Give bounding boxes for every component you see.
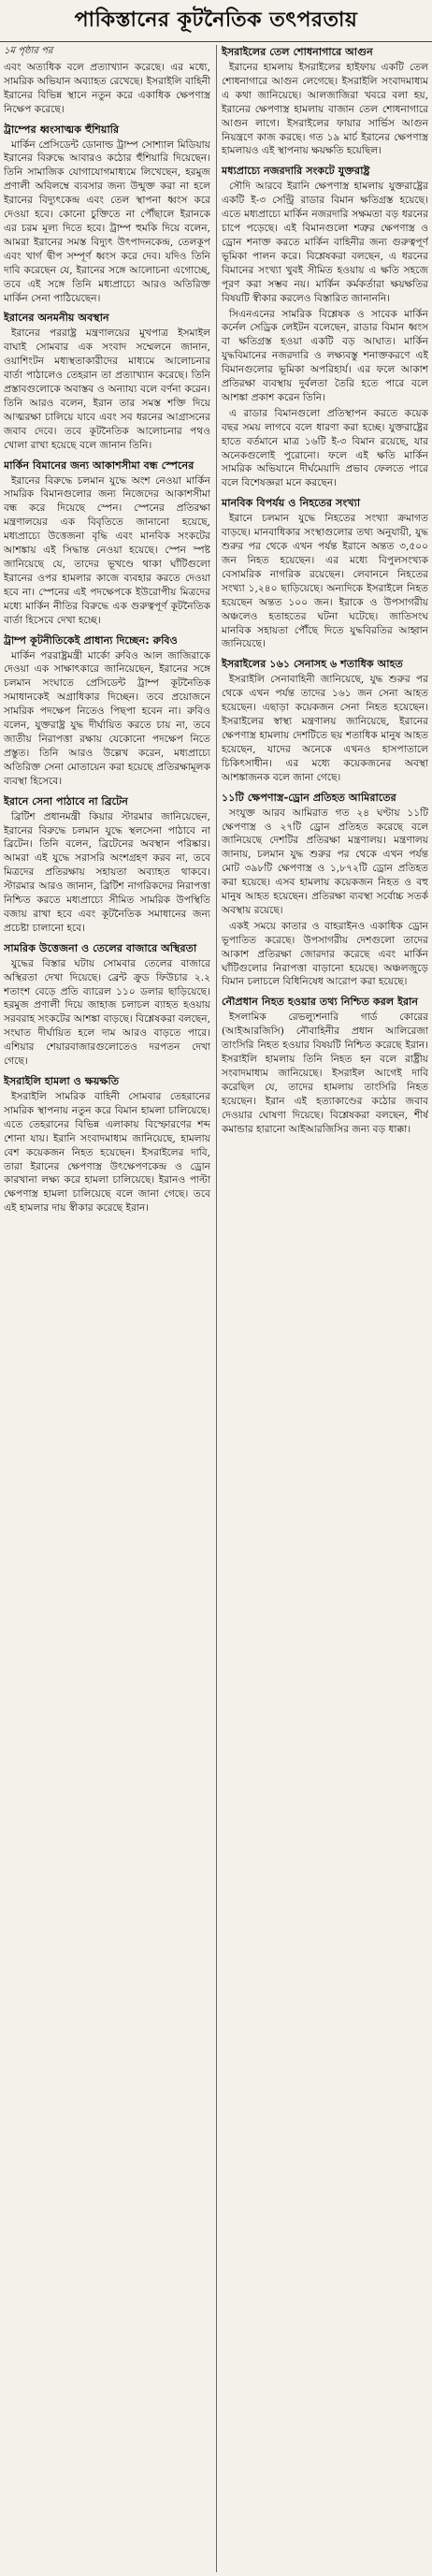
paragraph: সিএনএনের সামরিক বিশ্লেষক ও সাবেক মার্কিন কর্নেল সেড্রিক লেইটন বলেছেন, রাডার বিমান ধ্বংস বা ক্ষতিগ্রস্ত হওয়া একটি বড় আঘাত। মার্কিন যুদ্ধবিমানের নজরদারি ও লক্ষ্যবস্তু শনাক্তকরণে এই বিমানগুলোর ভূমিকা অপরিহার্য। এর ফলে আকাশ প্রতিরক্ষা ব্যবস্থায় দুর্বলতা তৈরি হতে পারে বলে আশঙ্কা প্রকাশ করেন তিনি। xyxy=(222,308,428,403)
subheading: ইসরাইলের ১৬১ সেনাসহ ৬ শতাধিক আহত xyxy=(222,658,403,671)
paragraph: ইরানের পররাষ্ট্র মন্ত্রণালয়ের মুখপাত্র ইসমাইল বাঘাই সোমবার এক সংবাদ সম্মেলনে জানান, ওয়াশিংটন মধ্যস্থতাকারীদের মাধ্যমে আলোচনার বার্তা পাঠালেও তেহরান তা প্রত্যাখ্যান করেছে। তিনি প্রস্তাবগুলোকে অবাস্তব ও অন্যায্য বলে বর্ণনা করেন। তিনি আরও বলেন, ইরান তার সমস্ত শক্তি দিয়ে আত্মরক্ষা চালিয়ে যাবে এবং সব ধরনের আগ্রাসনের জবাব দেবে। তবে কূটনৈতিক আলোচনার পথও খোলা রাখা হয়েছে বলে জানান তিনি। xyxy=(4,327,210,451)
subheading: মধ্যপ্রাচ্যে নজরদারি সংকটে যুক্তরাষ্ট্র xyxy=(222,165,370,178)
subheading: মানবিক বিপর্যয় ও নিহতের সংখ্যা xyxy=(222,497,361,510)
subheading: নৌপ্রধান নিহত হওয়ার তথ্য নিশ্চিত করল ইরান xyxy=(222,996,419,1009)
left-column xyxy=(4,45,210,2572)
article-columns xyxy=(4,45,428,2572)
right-column xyxy=(216,45,428,2572)
paragraph: ইরানে চলমান যুদ্ধে নিহতের সংখ্যা ক্রমাগত বাড়ছে। মানবাধিকার সংস্থাগুলোর তথ্য অনুযায়ী, যুদ্ধ শুরুর পর থেকে এখন পর্যন্ত ইরানে অন্তত ৩,৫০০ জন নিহত হয়েছেন। এর মধ্যে বিপুলসংখ্যক বেসামরিক নাগরিক রয়েছেন। লেবাননে নিহতের সংখ্যা ১,২৪০ ছাড়িয়েছে। অন্যদিকে ইসরাইলে নিহত হয়েছেন অন্তত ১০০ জন। ইরাকে ও উপসাগরীয় অঞ্চলেও হতাহতের ঘটনা ঘটেছে। জাতিসংঘ মানবিক সহায়তা পৌঁছে দিতে যুদ্ধবিরতির আহ্বান জানিয়েছে। xyxy=(222,513,428,650)
paragraph: ইসলামিক রেভল্যুশনারি গার্ড কোরের (আইআরজিসি) নৌবাহিনীর প্রধান আলিরেজা তাংসিরি নিহত হওয়ার বিষয়টি নিশ্চিত করেছে ইরান। ইসরাইলি হামলায় তিনি নিহত হন বলে রাষ্ট্রীয় সংবাদমাধ্যম জানিয়েছে। ইসরাইল আগেই দাবি করেছিল যে, তাদের হামলায় তাংসিরি নিহত হয়েছেন। ইরান এই হত্যাকাণ্ডের কঠোর জবাব দেওয়ার ঘোষণা দিয়েছে। বিশ্লেষকরা বলছেন, শীর্ষ কমান্ডার হারানো আইআরজিসির জন্য বড় ধাক্কা। xyxy=(222,1011,428,1135)
subheading: ইসরাইলি হামলা ও ক্ষয়ক্ষতি xyxy=(4,1075,120,1087)
subheading: ইরানের অনমনীয় অবস্থান xyxy=(4,312,109,325)
subheading: মার্কিন বিমানের জন্য আকাশসীমা বন্ধ স্পেনের xyxy=(4,458,194,472)
subheading: ট্রাম্প কূটনীতিকেই প্রাধান্য দিচ্ছেন: রুবিও xyxy=(4,633,178,647)
paragraph: সৌদি আরবে ইরানি ক্ষেপণাস্ত্র হামলায় যুক্তরাষ্ট্রের একটি ই-৩ সেন্ট্রি রাডার বিমান ক্ষতিগ্রস্ত হয়েছে। এতে মধ্যপ্রাচ্যে মার্কিন নজরদারি সক্ষমতা বড় ধরনের চাপে পড়েছে। এই বিমানগুলো শত্রুর ক্ষেপণাস্ত্র ও ড্রোন শনাক্ত করতে মার্কিন বাহিনীর জন্য গুরুত্বপূর্ণ ভূমিকা পালন করে। বিশ্লেষকরা বলছেন, এ ধরনের বিমানের সংখ্যা খুবই সীমিত হওয়ায় এ ক্ষতি সহজে পূরণ করা সম্ভব নয়। মার্কিন কর্মকর্তারা ক্ষয়ক্ষতির বিষয়টি স্বীকার করলেও বিস্তারিত জানাননি। xyxy=(222,181,428,304)
paragraph: যুদ্ধের বিস্তার ঘটায় সোমবার তেলের বাজারে অস্থিরতা দেখা দিয়েছে। ব্রেন্ট ক্রুড ফিউচার ২.২ শতাংশ বেড়ে প্রতি ব্যারেল ১১০ ডলার ছাড়িয়েছে। হরমুজ প্রণালী দিয়ে জাহাজ চলাচল ব্যাহত হওয়ায় সরবরাহ সংকটের আশঙ্কা বাড়ছে। বিশ্লেষকরা বলছেন, সংঘাত দীর্ঘায়িত হলে দাম আরও বাড়তে পারে। এশিয়ার শেয়ারবাজারগুলোতেও দরপতন দেখা গেছে। xyxy=(4,957,210,1068)
paragraph: ইরানের বিরুদ্ধে চলমান যুদ্ধে অংশ নেওয়া মার্কিন সামরিক বিমানগুলোর জন্য নিজেদের আকাশসীমা বন্ধ করে দিয়েছে স্পেন। স্পেনের প্রতিরক্ষা মন্ত্রণালয়ের এক বিবৃতিতে জানানো হয়েছে, মধ্যপ্রাচ্যে উত্তেজনা বৃদ্ধি এবং মানবিক সংকটের আশঙ্কায় এই সিদ্ধান্ত নেওয়া হয়েছে। স্পেন স্পষ্ট জানিয়েছে যে, তাদের ভূখণ্ডে থাকা ঘাঁটিগুলো ইরানের ওপর হামলার কাজে ব্যবহার করতে দেওয়া হবে না। স্পেনের এই পদক্ষেপকে ইউরোপীয় মিত্রদের মধ্যে মার্কিন নীতির বিরুদ্ধে এক গুরুত্বপূর্ণ কূটনৈতিক বার্তা হিসেবে দেখা হচ্ছে। xyxy=(4,474,210,626)
subheading: ইসরাইলের তেল শোধনাগারে আগুন xyxy=(222,46,373,58)
paragraph: মার্কিন পররাষ্ট্রমন্ত্রী মার্কো রুবিও আল জাজিরাকে দেওয়া এক সাক্ষাৎকারে জানিয়েছেন, ইরানের সঙ্গে চলমান সংঘাতে প্রেসিডেন্ট ট্রাম্প কূটনৈতিক সমাধানকেই অগ্রাধিকার দিচ্ছেন। তবে প্রয়োজনে সামরিক পদক্ষেপ নিতেও পিছপা হবেন না। রুবিও বলেন, যুক্তরাষ্ট্র যুদ্ধ দীর্ঘায়িত করতে চায় না, তবে জাতীয় নিরাপত্তা রক্ষায় যেকোনো পদক্ষেপ নিতে প্রস্তুত। তিনি আরও উল্লেখ করেন, মধ্যপ্রাচ্যে অতিরিক্ত সেনা মোতায়েন করা হয়েছে প্রতিরক্ষামূলক ব্যবস্থা হিসেবে। xyxy=(4,649,210,787)
subheading: সামরিক উত্তেজনা ও তেলের বাজারে অস্থিরতা xyxy=(4,941,197,954)
paragraph: মার্কিন প্রেসিডেন্ট ডোনাল্ড ট্রাম্প সোশ্যাল মিডিয়ায় ইরানের বিরুদ্ধে আবারও কঠোর হুঁশিয়ারি দিয়েছেন। তিনি সামাজিক যোগাযোগমাধ্যমে লিখেছেন, হরমুজ প্রণালী অবিলম্বে ব্যবসার জন্য উন্মুক্ত করা না হলে ইরানের বিদ্যুৎকেন্দ্র এবং তেল স্থাপনা ধ্বংস করে দেওয়া হবে। কোনো চুক্তিতে না পৌঁছালে ইরানকে এর চরম মূল্য দিতে হবে। ট্রাম্প হুমকি দিয়ে বলেন, আমরা ইরানের সমস্ত বিদ্যুৎ উৎপাদনকেন্দ্র, তেলকূপ এবং খার্গ দ্বীপ সম্পূর্ণ ধ্বংস করে দেব। যদিও তিনি দাবি করেছেন যে, ইরানের সঙ্গে আলোচনা এগোচ্ছে, তবে এই সঙ্গে তিনি মধ্যপ্রাচ্যে আরও অতিরিক্ত মার্কিন সেনা পাঠিয়েছেন। xyxy=(4,138,210,304)
paragraph: সংযুক্ত আরব আমিরাত গত ২৪ ঘণ্টায় ১১টি ক্ষেপণাস্ত্র ও ২৭টি ড্রোন প্রতিহত করেছে বলে জানিয়েছে দেশটির প্রতিরক্ষা মন্ত্রণালয়। মন্ত্রণালয় জানায়, চলমান যুদ্ধ শুরুর পর থেকে এখন পর্যন্ত মোট ৩৯৮টি ক্ষেপণাস্ত্র ও ১,৮৭২টি ড্রোন প্রতিহত করা হয়েছে। এসব হামলায় কয়েকজন নিহত ও বহু মানুষ আহত হয়েছেন। প্রতিরক্ষা ব্যবস্থা সর্বোচ্চ সতর্ক অবস্থায় রয়েছে। xyxy=(222,807,428,916)
subheading: ট্রাম্পের ধ্বংসাত্মক হুঁশিয়ারি xyxy=(4,123,120,136)
subheading: ইরানে সেনা পাঠাবে না ব্রিটেন xyxy=(4,794,128,808)
paragraph: ইরানের হামলায় ইসরাইলের হাইফায় একটি তেল শোধনাগারে আগুন লেগেছে। ইসরাইলি সংবাদমাধ্যম এ কথা জানিয়েছে। আলজাজিরা খবরে বলা হয়, ইরানের ক্ষেপণাস্ত্র হামলায় বাজান তেল শোধনাগারে আগুন লাগে। ইসরাইলের ফায়ার সার্ভিস আগুন নিয়ন্ত্রণে কাজ করছে। গত ১৯ মার্চ ইরানের ক্ষেপণাস্ত্র হামলায়ও এই স্থাপনায় ক্ষয়ক্ষতি হয়েছিল। xyxy=(222,62,428,157)
headline: পাকিস্তানের কূটনৈতিক তৎপরতায় xyxy=(0,0,432,42)
paragraph: এবং অত্যধিক বলে প্রত্যাখ্যান করেছে। এর মধ্যে, সামরিক অভিযান অব্যাহত রেখেছে। ইসরাইলি বাহিনী ইরানের বিভিন্ন স্থানে নতুন করে একাধিক ক্ষেপণাস্ত্র নিক্ষেপ করেছে। xyxy=(4,61,210,115)
paragraph: ব্রিটিশ প্রধানমন্ত্রী কিয়ার স্টারমার জানিয়েছেন, ইরানের বিরুদ্ধে চলমান যুদ্ধে স্থলসেনা পাঠাবে না ব্রিটেন। তিনি বলেন, ব্রিটেনের অবস্থান পরিষ্কার। আমরা এই যুদ্ধে সরাসরি অংশগ্রহণ করব না, তবে মিত্রদের প্রতিরক্ষায় সহায়তা অব্যাহত থাকবে। স্টারমার আরও জানান, ব্রিটিশ নাগরিকদের নিরাপত্তা নিশ্চিত করতে মধ্যপ্রাচ্যে সীমিত সামরিক উপস্থিতি বজায় রাখা হবে এবং কূটনৈতিক সমাধানের জন্য প্রচেষ্টা চালানো হবে। xyxy=(4,810,210,934)
paragraph: এ রাডার বিমানগুলো প্রতিস্থাপন করতে কয়েক বছর সময় লাগবে বলে ধারণা করা হচ্ছে। যুক্তরাষ্ট্রের হাতে বর্তমানে মাত্র ১৬টি ই-৩ বিমান রয়েছে, যার অনেকগুলোই পুরোনো। ফলে এই ক্ষতি মার্কিন সামরিক অভিযানে দীর্ঘমেয়াদি প্রভাব ফেলতে পারে বলে বিশেষজ্ঞরা মনে করছেন। xyxy=(222,407,428,489)
continued-from-label: ১ম পৃষ্ঠার পর xyxy=(4,46,53,56)
subheading: ১১টি ক্ষেপণাস্ত্র-ড্রোন প্রতিহত আমিরাতের xyxy=(222,791,396,804)
paragraph: ইসরাইলি সেনাবাহিনী জানিয়েছে, যুদ্ধ শুরুর পর থেকে এখন পর্যন্ত তাদের ১৬১ জন সেনা আহত হয়েছেন। এছাড়া কয়েকজন সেনা নিহত হয়েছেন। ইসরাইলের স্বাস্থ্য মন্ত্রণালয় জানিয়েছে, ইরানের ক্ষেপণাস্ত্র হামলায় দেশটিতে ছয় শতাধিক মানুষ আহত হয়েছেন, যাদের অনেকে এখনও হাসপাতালে চিকিৎসাধীন। এর মধ্যে কয়েকজনের অবস্থা আশঙ্কাজনক বলে জানা গেছে। xyxy=(222,674,428,783)
paragraph: ইসরাইলি সামরিক বাহিনী সোমবার তেহরানের সামরিক স্থাপনায় নতুন করে বিমান হামলা চালিয়েছে। এতে তেহরানের বিভিন্ন এলাকায় বিস্ফোরণের শব্দ শোনা যায়। ইরানি সংবাদমাধ্যম জানিয়েছে, হামলায় বেশ কয়েকজন নিহত হয়েছেন। ইসরাইলের দাবি, তারা ইরানের ক্ষেপণাস্ত্র উৎক্ষেপণকেন্দ্র ও ড্রোন কারখানা লক্ষ্য করে হামলা চালিয়েছে। ইরানও পাল্টা ক্ষেপণাস্ত্র হামলা চালিয়েছে বলে জানা গেছে। তবে এই হামলার দায় স্বীকার করেছে ইরান। xyxy=(4,1091,210,1215)
paragraph: একই সময়ে কাতার ও বাহরাইনও একাধিক ড্রোন ভূপাতিত করেছে। উপসাগরীয় দেশগুলো তাদের আকাশ প্রতিরক্ষা জোরদার করেছে এবং মার্কিন ঘাঁটিগুলোর নিরাপত্তা বাড়ানো হয়েছে। অঞ্চলজুড়ে বিমান চলাচলে বিধিনিষেধ আরোপ করা হয়েছে। xyxy=(222,920,428,988)
